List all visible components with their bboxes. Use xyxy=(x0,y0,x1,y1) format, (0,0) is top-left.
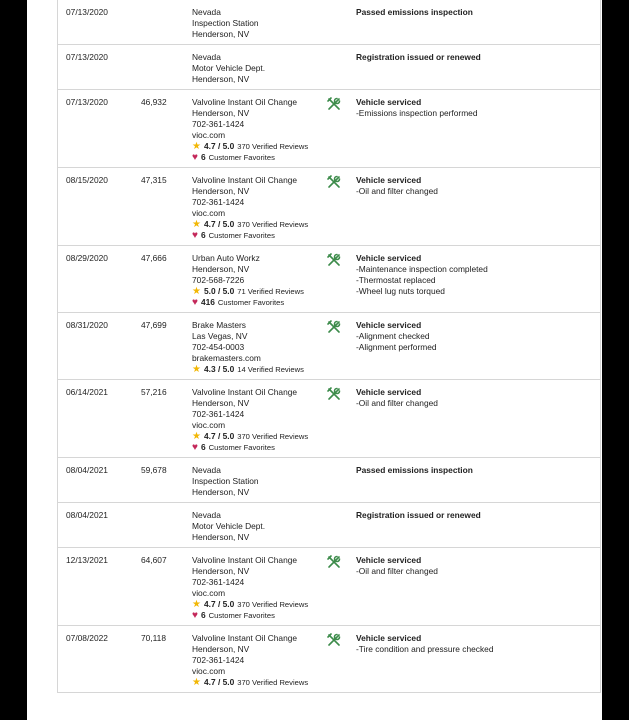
odometer-reading: 70,118 xyxy=(141,633,166,643)
source-line: Henderson, NV xyxy=(192,29,250,39)
record-title: Vehicle serviced xyxy=(356,97,422,107)
favorites-line xyxy=(192,297,322,308)
source-line: Henderson, NV xyxy=(192,108,250,118)
record-details xyxy=(356,320,556,353)
heart-icon: ♥ xyxy=(192,610,198,621)
service-source xyxy=(192,555,322,621)
rating-line xyxy=(192,599,322,610)
record-title: Vehicle serviced xyxy=(356,555,422,565)
star-icon: ★ xyxy=(192,677,201,688)
source-line: vioc.com xyxy=(192,208,226,218)
favorites-label: Customer Favorites xyxy=(208,443,275,452)
favorites-line xyxy=(192,152,322,163)
source-line: Nevada xyxy=(192,465,221,475)
source-line: Valvoline Instant Oil Change xyxy=(192,633,298,643)
source-line: 702-454-0003 xyxy=(192,342,245,352)
source-line: vioc.com xyxy=(192,130,226,140)
service-source xyxy=(192,97,322,163)
source-line: Brake Masters xyxy=(192,320,246,330)
record-details xyxy=(356,633,556,655)
service-history-table xyxy=(57,0,601,693)
history-row xyxy=(58,626,600,693)
history-row xyxy=(58,45,600,90)
favorites-count: 416 xyxy=(200,297,215,307)
record-date: 08/31/2020 xyxy=(66,320,108,330)
favorites-label: Customer Favorites xyxy=(217,298,285,307)
odometer-reading: 64,607 xyxy=(141,555,167,565)
favorites-count: 6 xyxy=(200,610,206,620)
detail-item: -Maintenance inspection completed xyxy=(356,264,488,274)
odometer-reading: 47,315 xyxy=(141,175,167,185)
source-line: 702-568-7226 xyxy=(192,275,245,285)
source-line: Henderson, NV xyxy=(192,487,250,497)
review-count: 71 Verified Reviews xyxy=(237,287,304,296)
review-count: 370 Verified Reviews xyxy=(237,600,309,609)
star-icon: ★ xyxy=(192,431,201,442)
odometer-reading: 59,678 xyxy=(141,465,167,475)
record-title: Vehicle serviced xyxy=(356,320,422,330)
service-source xyxy=(192,633,322,688)
record-title: Vehicle serviced xyxy=(356,253,422,263)
favorites-label: Customer Favorites xyxy=(208,611,275,620)
heart-icon: ♥ xyxy=(192,152,198,163)
service-source xyxy=(192,7,322,40)
rating-value: 4.7 / 5.0 xyxy=(203,677,235,687)
detail-item: -Wheel lug nuts torqued xyxy=(356,286,445,296)
odometer-reading: 57,216 xyxy=(141,387,167,397)
report-page xyxy=(27,0,602,720)
source-line: brakemasters.com xyxy=(192,353,261,363)
record-details xyxy=(356,387,556,409)
record-details xyxy=(356,97,556,119)
star-icon: ★ xyxy=(192,364,201,375)
source-line: Urban Auto Workz xyxy=(192,253,260,263)
record-title: Vehicle serviced xyxy=(356,175,422,185)
source-line: Valvoline Instant Oil Change xyxy=(192,175,298,185)
source-line: Nevada xyxy=(192,7,221,17)
source-line: Inspection Station xyxy=(192,476,259,486)
record-title: Vehicle serviced xyxy=(356,633,422,643)
rating-value: 4.7 / 5.0 xyxy=(203,141,235,151)
history-row xyxy=(58,246,600,313)
source-line: Valvoline Instant Oil Change xyxy=(192,555,298,565)
source-line: Valvoline Instant Oil Change xyxy=(192,97,298,107)
heart-icon: ♥ xyxy=(192,442,198,453)
review-count: 370 Verified Reviews xyxy=(237,220,309,229)
wrench-screwdriver-icon xyxy=(326,554,342,570)
service-source xyxy=(192,52,322,85)
source-line: Motor Vehicle Dept. xyxy=(192,63,266,73)
detail-item: -Alignment checked xyxy=(356,331,430,341)
detail-item: -Oil and filter changed xyxy=(356,566,438,576)
record-title: Vehicle serviced xyxy=(356,387,422,397)
heart-icon: ♥ xyxy=(192,297,198,308)
record-date: 12/13/2021 xyxy=(66,555,108,565)
record-date: 08/15/2020 xyxy=(66,175,108,185)
rating-line xyxy=(192,677,322,688)
record-date: 08/29/2020 xyxy=(66,253,108,263)
source-line: vioc.com xyxy=(192,588,226,598)
record-details xyxy=(356,52,556,63)
source-line: 702-361-1424 xyxy=(192,119,245,129)
wrench-screwdriver-icon xyxy=(326,174,342,190)
service-source xyxy=(192,510,322,543)
source-line: Nevada xyxy=(192,510,221,520)
detail-item: -Thermostat replaced xyxy=(356,275,436,285)
source-line: Henderson, NV xyxy=(192,74,250,84)
source-line: Valvoline Instant Oil Change xyxy=(192,387,298,397)
history-row xyxy=(58,548,600,626)
source-line: Henderson, NV xyxy=(192,566,250,576)
history-row xyxy=(58,458,600,503)
service-source xyxy=(192,465,322,498)
wrench-screwdriver-icon xyxy=(326,386,342,402)
record-date: 07/08/2022 xyxy=(66,633,108,643)
odometer-reading: 46,932 xyxy=(141,97,167,107)
record-date: 07/13/2020 xyxy=(66,97,108,107)
source-line: Henderson, NV xyxy=(192,532,250,542)
record-date: 06/14/2021 xyxy=(66,387,108,397)
wrench-screwdriver-icon xyxy=(326,96,342,112)
record-title: Passed emissions inspection xyxy=(356,7,473,17)
detail-item: -Tire condition and pressure checked xyxy=(356,644,494,654)
record-date: 07/13/2020 xyxy=(66,52,108,62)
star-icon: ★ xyxy=(192,286,201,297)
record-details xyxy=(356,253,556,297)
detail-item: -Alignment performed xyxy=(356,342,437,352)
detail-item: -Oil and filter changed xyxy=(356,398,438,408)
record-details xyxy=(356,555,556,577)
odometer-reading: 47,699 xyxy=(141,320,167,330)
rating-value: 4.7 / 5.0 xyxy=(203,431,235,441)
history-row xyxy=(58,380,600,458)
star-icon: ★ xyxy=(192,141,201,152)
record-date: 08/04/2021 xyxy=(66,465,108,475)
source-line: 702-361-1424 xyxy=(192,197,245,207)
rating-value: 5.0 / 5.0 xyxy=(203,286,235,296)
source-line: 702-361-1424 xyxy=(192,409,245,419)
source-line: 702-361-1424 xyxy=(192,655,245,665)
rating-line xyxy=(192,286,322,297)
rating-value: 4.7 / 5.0 xyxy=(203,599,235,609)
rating-line xyxy=(192,364,322,375)
favorites-line xyxy=(192,230,322,241)
source-line: Motor Vehicle Dept. xyxy=(192,521,266,531)
history-row xyxy=(58,168,600,246)
source-line: Henderson, NV xyxy=(192,264,250,274)
source-line: Henderson, NV xyxy=(192,398,250,408)
record-title: Registration issued or renewed xyxy=(356,52,481,62)
source-line: Henderson, NV xyxy=(192,186,250,196)
record-title: Passed emissions inspection xyxy=(356,465,473,475)
detail-item: -Emissions inspection performed xyxy=(356,108,478,118)
rating-value: 4.7 / 5.0 xyxy=(203,219,235,229)
source-line: vioc.com xyxy=(192,420,226,430)
wrench-screwdriver-icon xyxy=(326,319,342,335)
review-count: 370 Verified Reviews xyxy=(237,142,309,151)
heart-icon: ♥ xyxy=(192,230,198,241)
favorites-label: Customer Favorites xyxy=(208,231,275,240)
source-line: 702-361-1424 xyxy=(192,577,245,587)
service-source xyxy=(192,320,322,375)
record-details xyxy=(356,510,556,521)
history-row xyxy=(58,503,600,548)
rating-line xyxy=(192,431,322,442)
wrench-screwdriver-icon xyxy=(326,252,342,268)
review-count: 370 Verified Reviews xyxy=(237,678,309,687)
detail-item: -Oil and filter changed xyxy=(356,186,438,196)
service-source xyxy=(192,387,322,453)
history-row xyxy=(58,0,600,45)
service-source xyxy=(192,253,322,308)
record-date: 08/04/2021 xyxy=(66,510,108,520)
record-date: 07/13/2020 xyxy=(66,7,108,17)
rating-line xyxy=(192,219,322,230)
favorites-count: 6 xyxy=(200,442,206,452)
rating-value: 4.3 / 5.0 xyxy=(203,364,235,374)
record-details xyxy=(356,465,556,476)
review-count: 370 Verified Reviews xyxy=(237,432,309,441)
source-line: Henderson, NV xyxy=(192,644,250,654)
star-icon: ★ xyxy=(192,599,201,610)
review-count: 14 Verified Reviews xyxy=(237,365,304,374)
favorites-label: Customer Favorites xyxy=(208,153,275,162)
source-line: Nevada xyxy=(192,52,221,62)
record-details xyxy=(356,7,556,18)
source-line: Inspection Station xyxy=(192,18,259,28)
source-line: Las Vegas, NV xyxy=(192,331,248,341)
wrench-screwdriver-icon xyxy=(326,632,342,648)
odometer-reading: 47,666 xyxy=(141,253,167,263)
rating-line xyxy=(192,141,322,152)
history-row xyxy=(58,90,600,168)
record-title: Registration issued or renewed xyxy=(356,510,481,520)
record-details xyxy=(356,175,556,197)
history-row xyxy=(58,313,600,380)
favorites-count: 6 xyxy=(200,152,206,162)
favorites-line xyxy=(192,442,322,453)
favorites-count: 6 xyxy=(200,230,206,240)
star-icon: ★ xyxy=(192,219,201,230)
service-source xyxy=(192,175,322,241)
source-line: vioc.com xyxy=(192,666,226,676)
favorites-line xyxy=(192,610,322,621)
